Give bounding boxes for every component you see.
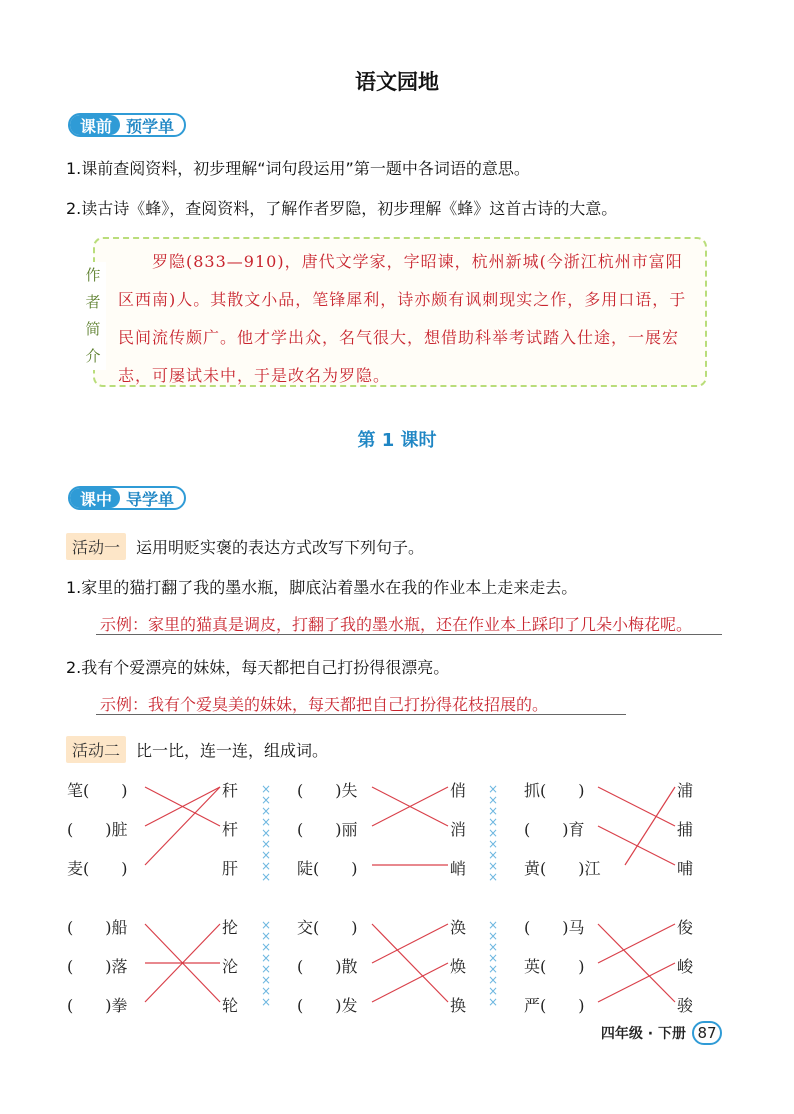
match-left-item: 严( ) [524,996,585,1015]
match-right-item: 抡 [222,918,239,937]
match-right-item: 秆 [222,781,239,800]
author-label-char: 者 [85,293,101,311]
match-left-item: 黄( )江 [524,859,601,878]
match-left-item: ( )落 [67,957,128,976]
match-left-item: 陡( ) [297,859,358,878]
match-line [598,963,675,1002]
match-right-item: 消 [450,820,467,839]
match-left-item: 麦( ) [67,859,128,878]
match-left-item: ( )散 [297,957,358,976]
dotted-separator: × × × × × × × × × [488,782,499,884]
activity1-answer-1: 示例：家里的猫真是调皮，打翻了我的墨水瓶，还在作业本上踩印了几朵小梅花呢。 [100,615,693,634]
match-left-item: ( )丽 [297,820,358,839]
match-left-item: ( )船 [67,918,128,937]
match-right-item: 峭 [450,859,467,878]
pre-class-item-2: 2.读古诗《蜂》，查阅资料，了解作者罗隐，初步理解《蜂》这首古诗的大意。 [66,199,618,218]
lesson-title: 第 1 课时 [357,430,437,451]
match-left-item: 笔( ) [67,781,128,800]
grade-label: 四年级 · 下册 [600,1026,686,1042]
activity1-tag: 活动一 [66,533,126,560]
match-right-item: 捕 [677,820,694,839]
match-left-item: 抓( ) [524,781,585,800]
page-title: 语文园地 [355,70,439,94]
dotted-separator: × × × × × × × × × [261,782,272,884]
activity2-instruction: 比一比，连一连，组成词。 [136,741,329,760]
match-right-item: 骏 [677,996,694,1015]
match-left-item: 英( ) [524,957,585,976]
match-right-item: 肝 [222,859,239,878]
match-line [145,787,220,865]
match-line [372,924,448,1002]
activity1-instruction: 运用明贬实褒的表达方式改写下列句子。 [136,538,425,557]
page-footer [601,1021,722,1045]
match-right-item: 涣 [450,918,467,937]
page-number: 87 [692,1021,722,1045]
pre-class-item-1: 1.课前查阅资料，初步理解“词句段运用”第一题中各词语的意思。 [66,159,530,178]
in-class-tag-left: 课中 [70,488,120,508]
author-label-char: 简 [85,320,101,338]
match-left-item: ( )拳 [67,996,128,1015]
activity1-question-2: 2.我有个爱漂亮的妹妹，每天都把自己打扮得很漂亮。 [66,658,450,677]
pre-class-tag-left: 课前 [70,115,120,135]
match-line [372,924,448,963]
match-left-item: ( )发 [297,996,358,1015]
match-right-item: 轮 [222,996,239,1015]
in-class-tag-right: 导学单 [126,489,175,509]
match-line [598,924,675,963]
match-line [598,826,675,865]
match-right-item: 杆 [222,820,239,839]
match-right-item: 沦 [222,957,239,976]
match-line [598,924,675,1002]
author-label-char: 介 [85,347,101,365]
match-left-item: ( )马 [524,918,585,937]
activity1-question-1: 1.家里的猫打翻了我的墨水瓶，脚底沾着墨水在我的作业本上走来走去。 [66,578,578,597]
match-right-item: 俊 [677,918,694,937]
match-right-item: 峻 [677,957,694,976]
match-line [372,963,448,1002]
pre-class-tag-right: 预学单 [126,116,175,136]
match-right-item: 换 [450,996,467,1015]
match-left-item: ( )脏 [67,820,128,839]
author-intro-text: 罗隐(833—910)，唐代文学家，字昭谏，杭州新城(今浙江杭州市富阳区西南)人。其散文小品，笔锋犀利，诗亦颇有讽刺现实之作，多用口语，于民间流传颇广。他才学出众，名气很大，想借助科举考试踏入仕途，一展宏志，可屡试未中，于是改名为罗隐。 [118,252,687,385]
match-line [598,787,675,826]
match-right-item: 浦 [677,781,694,800]
match-left-item: 交( ) [297,918,358,937]
dotted-separator: × × × × × × × × [488,918,499,1009]
author-label-char: 作 [85,266,101,284]
match-left-item: ( )失 [297,781,358,800]
activity2-tag: 活动二 [66,736,126,763]
match-left-item: ( )育 [524,820,585,839]
match-right-item: 焕 [450,957,467,976]
match-line [625,787,675,865]
activity1-answer-2: 示例：我有个爱臭美的妹妹，每天都把自己打扮得花枝招展的。 [100,695,549,714]
match-right-item: 俏 [450,781,467,800]
dotted-separator: × × × × × × × × [261,918,272,1009]
match-right-item: 哺 [677,859,694,878]
